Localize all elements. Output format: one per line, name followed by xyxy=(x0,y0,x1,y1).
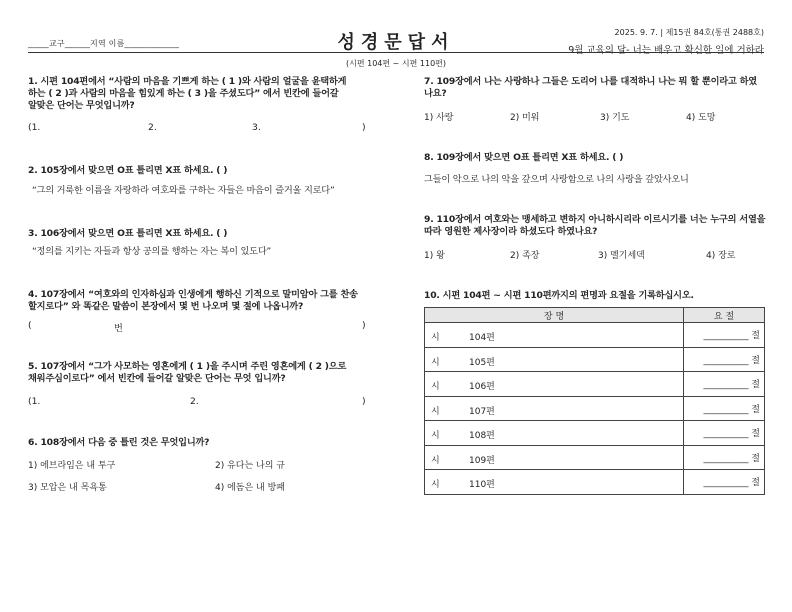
q6-option-4[interactable]: 4) 에돔은 내 방패 xyxy=(215,483,285,493)
question-1-line1: 1. 시편 104편에서 “사람의 마음을 기쁘게 하는 ( 1 )와 사람의 얼굴을 윤택하게 xyxy=(28,76,347,87)
verse-answer[interactable]: __________ 절 xyxy=(684,396,765,421)
question-2 xyxy=(28,165,398,177)
table-row xyxy=(425,347,765,372)
q6-option-2[interactable]: 2) 유다는 나의 규 xyxy=(215,461,285,471)
question-4-line1: 4. 107장에서 “여호와의 인자하심과 인생에게 행하신 기적으로 말미암아 그를 찬송 xyxy=(28,289,358,300)
table-row xyxy=(425,445,765,470)
chapter-cell xyxy=(425,470,684,495)
question-2-quote: “그의 거룩한 이름을 자랑하라 여호와를 구하는 자들은 마음이 즐거울 지로다” xyxy=(32,185,335,196)
q9-option-1[interactable]: 1) 왕 xyxy=(424,251,445,261)
book-prefix: 시 xyxy=(431,431,440,441)
question-6 xyxy=(28,437,398,449)
chapter-name: 104편 xyxy=(469,333,495,343)
question-5 xyxy=(28,361,398,385)
q9-option-3[interactable]: 3) 멜기세덱 xyxy=(598,251,645,261)
question-7-line2: 나요? xyxy=(424,88,447,99)
col-verse-header: 요 절 xyxy=(684,308,765,323)
verse-answer[interactable]: __________ 절 xyxy=(684,421,765,446)
q6-option-1[interactable]: 1) 에브라임은 내 투구 xyxy=(28,461,116,471)
table-row xyxy=(425,323,765,348)
question-1-line2: 하는 ( 2 )과 사람의 마음을 힘있게 하는 ( 3 )을 주셨도다” 에서 빈칸에 들어갈 xyxy=(28,88,339,99)
book-prefix: 시 xyxy=(431,357,440,368)
page-title: 성경문답서 xyxy=(337,32,455,53)
q9-option-2[interactable]: 2) 족장 xyxy=(510,251,540,261)
question-8 xyxy=(424,152,769,164)
q7-option-4[interactable]: 4) 도망 xyxy=(686,113,716,123)
question-9-line1: 9. 110장에서 여호와는 맹세하고 변하지 아니하시리라 이르시기를 너는 누구의 서열을 xyxy=(424,214,766,225)
col-chapter-header: 장 명 xyxy=(425,308,684,323)
book-prefix: 시 xyxy=(431,406,440,417)
question-9 xyxy=(424,214,769,238)
question-3 xyxy=(28,228,398,240)
question-5-line2: 채워주심이로다” 에서 빈칸에 들어갈 알맞은 단어는 무엇 입니까? xyxy=(28,373,286,384)
q1-answer-1[interactable]: (1. xyxy=(28,122,41,133)
verse-answer[interactable]: __________ 절 xyxy=(684,470,765,495)
chapter-cell xyxy=(425,396,684,421)
question-3-quote: “정의를 지키는 자들과 항상 공의를 행하는 자는 복이 있도다” xyxy=(32,246,272,257)
question-7-line1: 7. 109장에서 나는 사랑하나 그들은 도리어 나를 대적하니 나는 뭐 할 뿐이라고 하였 xyxy=(424,76,757,87)
question-2-text: 2. 105장에서 맞으면 O표 틀리면 X표 하세요. ( ) xyxy=(28,165,228,176)
question-10 xyxy=(424,290,769,302)
q1-answer-2[interactable]: 2. xyxy=(148,122,157,133)
chapter-name: 109편 xyxy=(469,455,495,466)
verse-answer[interactable]: __________ 절 xyxy=(684,445,765,470)
q1-close: ) xyxy=(362,122,366,133)
table-header-row xyxy=(425,308,765,323)
book-prefix: 시 xyxy=(431,333,440,343)
question-4 xyxy=(28,289,398,313)
monthly-motto: 9월 교육의 달- 너는 배우고 확신한 일에 거하라 xyxy=(568,45,764,56)
chapter-cell xyxy=(425,445,684,470)
verse-answer[interactable]: __________ 절 xyxy=(684,347,765,372)
q4-times-label[interactable]: 번 xyxy=(114,323,123,334)
question-1 xyxy=(28,76,398,112)
chapter-cell xyxy=(425,372,684,397)
q5-close: ) xyxy=(362,396,366,407)
q7-option-1[interactable]: 1) 사랑 xyxy=(424,113,454,123)
issue-date: 2025. 9. 7. | 제15권 84호(통권 2488호) xyxy=(614,28,764,37)
question-1-line3: 알맞은 단어는 무엇입니까? xyxy=(28,100,135,111)
chapter-name: 110편 xyxy=(469,480,495,490)
question-7 xyxy=(424,76,769,100)
q5-answer-1[interactable]: (1. xyxy=(28,396,41,407)
question-10-text: 10. 시편 104편 ~ 시편 110편까지의 편명과 요절을 기록하십시오. xyxy=(424,290,694,301)
book-prefix: 시 xyxy=(431,455,440,466)
q9-option-4[interactable]: 4) 장로 xyxy=(706,251,736,261)
q1-answer-3[interactable]: 3. xyxy=(252,122,261,133)
scripture-range: (시편 104편 ~ 시편 110편) xyxy=(345,59,447,68)
table-row xyxy=(425,372,765,397)
book-prefix: 시 xyxy=(431,382,440,392)
question-3-text: 3. 106장에서 맞으면 O표 틀리면 X표 하세요. ( ) xyxy=(28,228,228,239)
header-divider xyxy=(28,52,764,53)
q7-option-3[interactable]: 3) 기도 xyxy=(600,113,630,123)
chapter-name: 107편 xyxy=(469,406,495,417)
question-8-text: 8. 109장에서 맞으면 O표 틀리면 X표 하세요. ( ) xyxy=(424,152,624,163)
chapter-name: 108편 xyxy=(469,431,495,441)
q7-option-2[interactable]: 2) 미워 xyxy=(510,113,540,123)
chapter-cell xyxy=(425,347,684,372)
verse-answer[interactable]: __________ 절 xyxy=(684,323,765,348)
chapter-cell xyxy=(425,323,684,348)
q4-open: ( xyxy=(28,320,32,331)
chapter-verse-table xyxy=(424,307,765,495)
q6-option-3[interactable]: 3) 모압은 내 목욕통 xyxy=(28,483,107,493)
chapter-name: 106편 xyxy=(469,382,495,392)
name-fill-line: _____교구______지역 이름_____________ xyxy=(28,39,180,48)
verse-answer[interactable]: __________ 절 xyxy=(684,372,765,397)
table-row xyxy=(425,470,765,495)
question-8-quote: 그들이 악으로 나의 악을 갚으며 사랑함으로 나의 사랑을 갚았사오니 xyxy=(424,174,689,185)
chapter-cell xyxy=(425,421,684,446)
table-row xyxy=(425,421,765,446)
question-5-line1: 5. 107장에서 “그가 사모하는 영혼에게 ( 1 )을 주시며 주린 영혼에게 ( 2 )으로 xyxy=(28,361,347,372)
book-prefix: 시 xyxy=(431,480,440,490)
q5-answer-2[interactable]: 2. xyxy=(190,396,199,407)
table-row xyxy=(425,396,765,421)
question-4-line2: 할지로다” 와 똑같은 말씀이 본장에서 몇 번 나오며 몇 절에 나옵니까? xyxy=(28,301,304,312)
q4-close: ) xyxy=(362,320,366,331)
chapter-name: 105편 xyxy=(469,357,495,368)
question-9-line2: 따라 영원한 제사장이라 하셨도다 하였나요? xyxy=(424,226,598,237)
question-6-text: 6. 108장에서 다음 중 틀린 것은 무엇입니까? xyxy=(28,437,210,448)
